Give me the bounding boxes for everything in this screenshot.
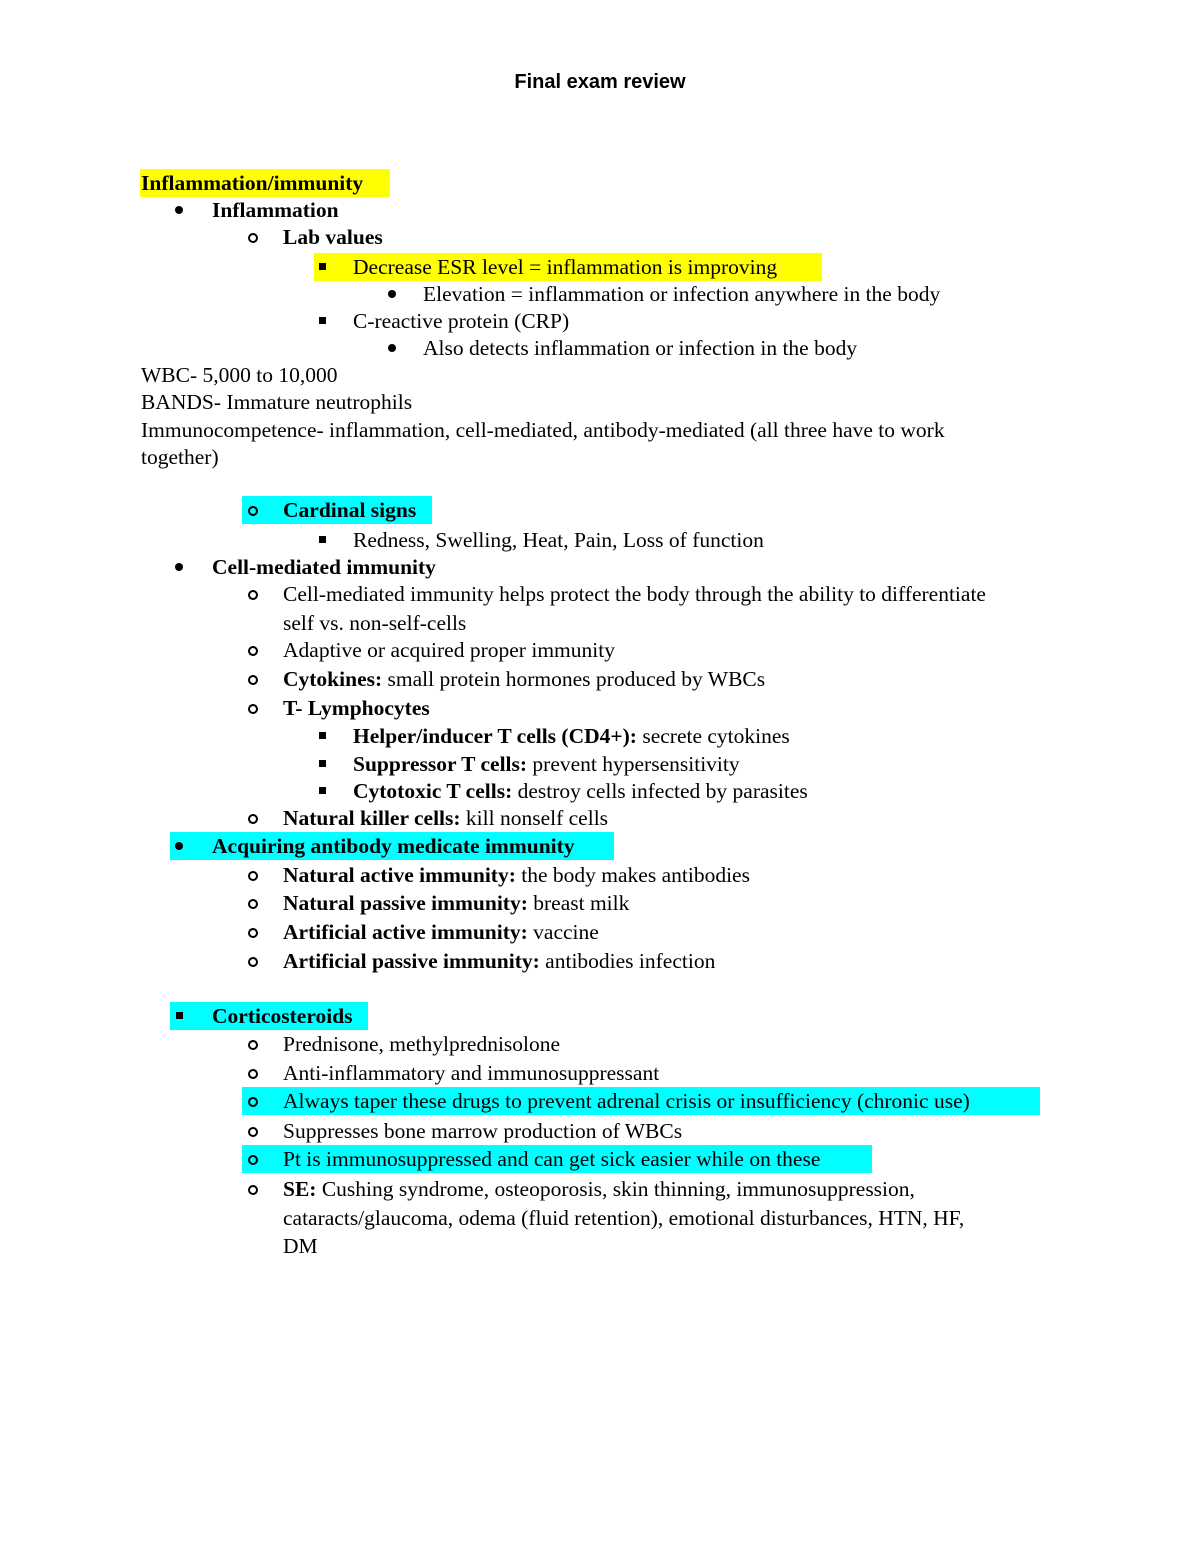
cell-mediated-desc-line2: self vs. non-self-cells <box>283 611 467 635</box>
bullet-square-icon <box>319 787 326 794</box>
wbc-note: WBC- 5,000 to 10,000 <box>141 363 338 387</box>
natural-active-text: the body makes antibodies <box>515 863 750 887</box>
corticosteroids-sick: Pt is immunosuppressed and can get sick easier while on these <box>283 1147 821 1171</box>
bullet-ring-icon <box>248 675 258 685</box>
helper-t-label: Helper/inducer T cells (CD4+): <box>353 724 637 748</box>
bullet-square-icon <box>319 732 326 739</box>
helper-t-item <box>353 722 790 750</box>
artificial-active-label: Artificial active immunity: <box>283 920 528 944</box>
bullet-ring-icon <box>248 646 258 656</box>
bullet-disc-icon <box>175 842 183 850</box>
cell-mediated-heading: Cell-mediated immunity <box>212 555 436 579</box>
natural-passive-label: Natural passive immunity: <box>283 891 528 915</box>
natural-active-label: Natural active immunity: <box>283 863 516 887</box>
bullet-ring-icon <box>248 1097 258 1107</box>
bullet-square-icon <box>319 263 326 270</box>
bullet-ring-icon <box>248 233 258 243</box>
bullet-ring-icon <box>248 1040 258 1050</box>
natural-killer-item <box>283 804 608 832</box>
natural-killer-text: kill nonself cells <box>460 806 609 830</box>
corticosteroids-marrow: Suppresses bone marrow production of WBCs <box>283 1119 683 1143</box>
bullet-square-icon <box>319 317 326 324</box>
suppressor-t-label: Suppressor T cells: <box>353 752 528 776</box>
corticosteroids-heading: Corticosteroids <box>212 1004 353 1028</box>
se-label: SE: <box>283 1177 317 1201</box>
cytokines-label: Cytokines: <box>283 667 383 691</box>
bullet-ring-icon <box>248 899 258 909</box>
section-heading: Inflammation/immunity <box>141 171 364 195</box>
bullet-disc-icon <box>175 206 183 214</box>
natural-killer-label: Natural killer cells: <box>283 806 461 830</box>
cytotoxic-t-label: Cytotoxic T cells: <box>353 779 513 803</box>
cardinal-signs-heading: Cardinal signs <box>283 498 417 522</box>
artificial-active-item <box>283 918 599 946</box>
lab-values-heading: Lab values <box>283 225 383 249</box>
natural-passive-text: breast milk <box>527 891 630 915</box>
natural-passive-item <box>283 889 629 917</box>
bullet-ring-icon <box>248 590 258 600</box>
esr-item: Decrease ESR level = inflammation is improving <box>353 255 778 279</box>
artificial-active-text: vaccine <box>527 920 599 944</box>
bullet-ring-icon <box>248 704 258 714</box>
suppressor-t-text: prevent hypersensitivity <box>527 752 740 776</box>
antibody-heading: Acquiring antibody medicate immunity <box>212 834 575 858</box>
bullet-ring-icon <box>248 928 258 938</box>
inflammation-heading: Inflammation <box>212 198 339 222</box>
se-text-line1: Cushing syndrome, osteoporosis, skin thinning, immunosuppression, <box>316 1177 915 1201</box>
crp-detail-item: Also detects inflammation or infection in the body <box>423 336 858 360</box>
cytokines-text: small protein hormones produced by WBCs <box>382 667 766 691</box>
cell-mediated-desc-line1: Cell-mediated immunity helps protect the body through the ability to differentiate <box>283 582 986 606</box>
bullet-disc-icon <box>388 290 396 298</box>
corticosteroids-examples: Prednisone, methylprednisolone <box>283 1032 561 1056</box>
corticosteroids-se-line3: DM <box>283 1234 318 1258</box>
bullet-ring-icon <box>248 1185 258 1195</box>
bullet-ring-icon <box>248 1069 258 1079</box>
suppressor-t-item <box>353 750 740 778</box>
immunocompetence-note-line1: Immunocompetence- inflammation, cell-mediated, antibody-mediated (all three have to work <box>141 418 945 442</box>
artificial-passive-text: antibodies infection <box>539 949 716 973</box>
corticosteroids-se-line1 <box>283 1175 915 1203</box>
cardinal-signs-list: Redness, Swelling, Heat, Pain, Loss of function <box>353 528 764 552</box>
bullet-disc-icon <box>175 563 183 571</box>
bands-note: BANDS- Immature neutrophils <box>141 390 413 414</box>
cytotoxic-t-text: destroy cells infected by parasites <box>512 779 808 803</box>
corticosteroids-action: Anti-inflammatory and immunosuppressant <box>283 1061 660 1085</box>
bullet-disc-icon <box>388 344 396 352</box>
bullet-ring-icon <box>248 1127 258 1137</box>
corticosteroids-taper: Always taper these drugs to prevent adrenal crisis or insufficiency (chronic use) <box>283 1089 970 1113</box>
esr-elevation-item: Elevation = inflammation or infection anywhere in the body <box>423 282 941 306</box>
bullet-ring-icon <box>248 814 258 824</box>
bullet-square-icon <box>319 760 326 767</box>
cytotoxic-t-item <box>353 777 808 805</box>
artificial-passive-item <box>283 947 715 975</box>
corticosteroids-se-line2: cataracts/glaucoma, odema (fluid retention), emotional disturbances, HTN, HF, <box>283 1206 965 1230</box>
page-title: Final exam review <box>514 71 686 93</box>
bullet-ring-icon <box>248 957 258 967</box>
bullet-square-icon <box>319 536 326 543</box>
artificial-passive-label: Artificial passive immunity: <box>283 949 540 973</box>
crp-item: C-reactive protein (CRP) <box>353 309 570 333</box>
adaptive-item: Adaptive or acquired proper immunity <box>283 638 615 662</box>
bullet-ring-icon <box>248 871 258 881</box>
bullet-ring-icon <box>248 1155 258 1165</box>
cytokines-item <box>283 665 765 693</box>
bullet-square-icon <box>176 1012 183 1019</box>
bullet-ring-icon <box>248 506 258 516</box>
immunocompetence-note-line2: together) <box>141 445 219 469</box>
natural-active-item <box>283 861 750 889</box>
t-lymphocytes-heading: T- Lymphocytes <box>283 696 430 720</box>
helper-t-text: secrete cytokines <box>636 724 790 748</box>
